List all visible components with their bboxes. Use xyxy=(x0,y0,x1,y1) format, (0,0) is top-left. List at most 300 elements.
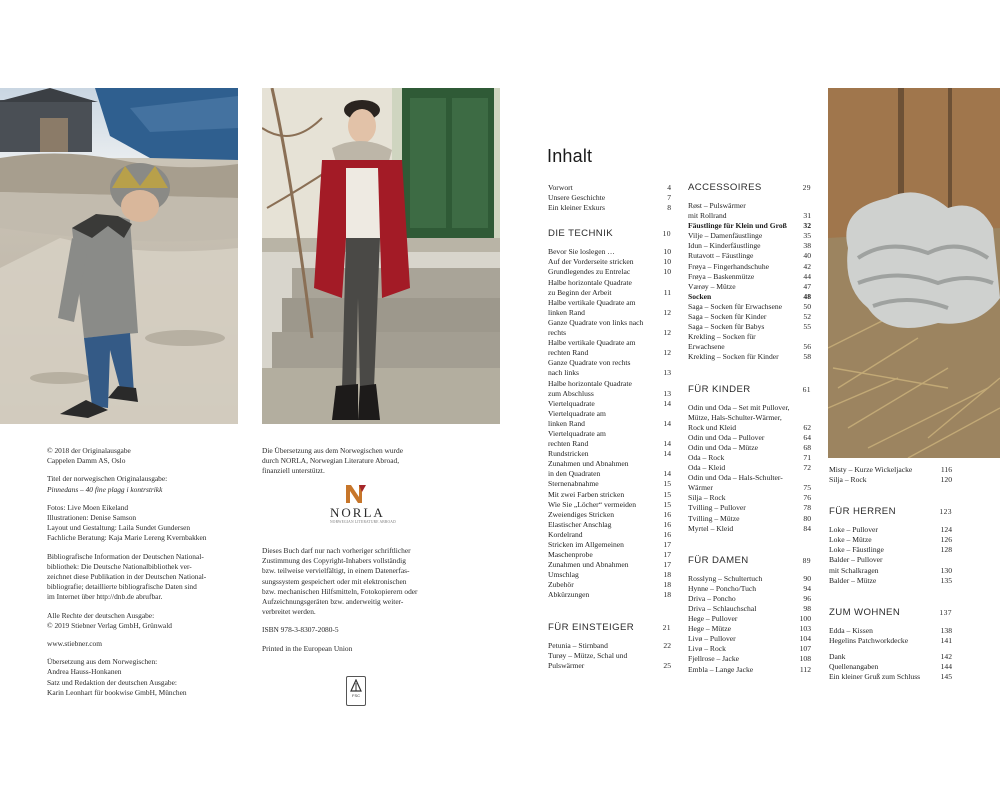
toc-page-number: 17 xyxy=(663,550,671,560)
toc-entry[interactable] xyxy=(548,530,671,540)
imprint-copyright-line: bzw. teilweise vervielfältigt, in einem Datenerfas- xyxy=(262,566,410,576)
toc-entry-title: Halbe horizontale Quadrate xyxy=(548,378,632,388)
toc-page-number: 56 xyxy=(803,342,811,352)
toc-entry[interactable] xyxy=(688,221,811,231)
toc-entry[interactable] xyxy=(548,308,671,318)
imprint-left xyxy=(47,446,206,698)
toc-page-number: 14 xyxy=(663,469,671,479)
toc-entry[interactable] xyxy=(688,403,811,413)
imprint-left-line: Cappelen Damm AS, Oslo xyxy=(47,456,126,466)
toc-entry-title: Fäustlinge für Klein und Groß xyxy=(688,221,787,231)
toc-page-number: 120 xyxy=(940,475,952,485)
toc-entry[interactable] xyxy=(688,493,811,503)
toc-page-number: 90 xyxy=(803,573,811,583)
toc-entry-title: Oda – Rock xyxy=(688,452,725,462)
toc-entry[interactable] xyxy=(548,641,671,651)
imprint-left-line: Satz und Redaktion der deutschen Ausgabe: xyxy=(47,677,177,687)
toc-page-number: 22 xyxy=(663,640,671,650)
toc-entry[interactable] xyxy=(688,634,811,644)
spacer xyxy=(47,544,206,552)
toc-page-number: 104 xyxy=(799,634,811,644)
toc-page-number: 10 xyxy=(663,267,671,277)
toc-page-number: 94 xyxy=(803,583,811,593)
toc-entry[interactable] xyxy=(548,348,671,358)
toc-entry-title: Turøy – Mütze, Schal und xyxy=(548,650,628,660)
toc-entry[interactable] xyxy=(688,231,811,241)
toc-page-number: 61 xyxy=(802,384,811,394)
toc-page-number: 71 xyxy=(803,452,811,462)
toc-entry[interactable] xyxy=(688,503,811,513)
toc-entry-title: rechts xyxy=(548,328,567,338)
toc-entry[interactable] xyxy=(688,342,811,352)
toc-entry[interactable] xyxy=(688,514,811,524)
toc-entry-title: Halbe vertikale Quadrate am xyxy=(548,297,636,307)
photo-child-by-water xyxy=(0,88,238,424)
toc-entry-title: Rock und Kleid xyxy=(688,422,737,432)
spacer xyxy=(262,636,418,644)
toc-entry-title: Frøya – Baskenmütze xyxy=(688,271,755,281)
toc-entry-title: Dank xyxy=(829,651,846,661)
toc-entry[interactable] xyxy=(548,379,671,389)
toc-entry-title: Rundstricken xyxy=(548,449,589,459)
toc-entry-title: in den Quadraten xyxy=(548,469,601,479)
toc-entry-title: Idun – Kinderfäustlinge xyxy=(688,241,761,251)
toc-entry-title: Frøya – Fingerhandschuhe xyxy=(688,261,769,271)
toc-page-number: 64 xyxy=(803,432,811,442)
toc-page-number: 103 xyxy=(799,624,811,634)
toc-entry[interactable] xyxy=(829,475,952,485)
toc-entry[interactable] xyxy=(548,368,671,378)
toc-entry[interactable] xyxy=(829,525,952,535)
toc-entry-title: linken Rand xyxy=(548,307,585,317)
toc-page-number: 14 xyxy=(663,449,671,459)
toc-entry[interactable] xyxy=(548,570,671,580)
toc-page-number: 58 xyxy=(803,352,811,362)
toc-entry[interactable] xyxy=(688,211,811,221)
imprint-left-line: bibliothek: Die Deutsche Nationalbibliothek ver- xyxy=(47,561,192,571)
toc-entry-title: Ganze Quadrate von rechts xyxy=(548,358,631,368)
toc-entry[interactable] xyxy=(548,183,671,193)
toc-page-number: 15 xyxy=(663,489,671,499)
toc-entry-title: Halbe vertikale Quadrate am xyxy=(548,338,636,348)
toc-entry[interactable] xyxy=(548,389,671,399)
toc-entry[interactable] xyxy=(548,247,671,257)
toc-entry[interactable] xyxy=(548,560,671,570)
toc-entry[interactable] xyxy=(829,662,952,672)
toc-entry-title: mit Schalkragen xyxy=(829,565,879,575)
toc-entry[interactable] xyxy=(548,278,671,288)
toc-entry[interactable] xyxy=(548,358,671,368)
imprint-left-line: Karin Leonhart für bookwise GmbH, München xyxy=(47,687,187,697)
toc-entry[interactable] xyxy=(829,535,952,545)
toc-entry-title: Maschenprobe xyxy=(548,550,593,560)
imprint-left-line: © 2018 der Originalausgabe xyxy=(47,446,131,455)
toc-entry-title: Tvilling – Pullover xyxy=(688,503,746,513)
toc-entry-title: nach links xyxy=(548,368,580,378)
toc-entry[interactable] xyxy=(688,262,811,272)
toc-entry-title: Grundlegendes zu Entrelac xyxy=(548,267,631,277)
toc-entry[interactable] xyxy=(548,469,671,479)
toc-page-number: 12 xyxy=(663,348,671,358)
toc-entry-title: Mit zwei Farben stricken xyxy=(548,489,625,499)
photo-mitten-on-grass xyxy=(828,88,1000,458)
toc-page-number: 123 xyxy=(939,507,952,517)
toc-entry[interactable] xyxy=(688,524,811,534)
toc-page-number: 75 xyxy=(803,483,811,493)
imprint-left-line: Alle Rechte der deutschen Ausgabe: xyxy=(47,610,155,620)
toc-entry[interactable] xyxy=(548,429,671,439)
toc-page-number: 42 xyxy=(803,261,811,271)
toc-entry-title: Zunahmen und Abnahmen xyxy=(548,459,629,469)
fsc-logo-icon xyxy=(346,676,366,706)
spacer xyxy=(47,631,206,639)
toc-entry-title: Livø – Rock xyxy=(688,644,726,654)
toc-entry[interactable] xyxy=(688,322,811,332)
toc-entry-title: Myrtel – Kleid xyxy=(688,523,734,533)
toc-page-number: 10 xyxy=(663,247,671,257)
toc-entry-title: Pulswärmer xyxy=(548,660,585,670)
toc-entry-title: Wie Sie „Löcher“ vermeiden xyxy=(548,499,637,509)
imprint-left-line: Titel der norwegischen Originalausgabe: xyxy=(47,474,168,484)
toc-entry[interactable] xyxy=(548,661,671,671)
toc-entry-title: Misty – Kurze Wickeljacke xyxy=(829,465,913,474)
toc-entry[interactable] xyxy=(688,292,811,302)
toc-entry[interactable] xyxy=(688,241,811,251)
toc-entry-title: Saga – Socken für Babys xyxy=(688,322,765,332)
toc-page-number: 4 xyxy=(667,183,671,192)
toc-entry-title: Viertelquadrate am xyxy=(548,408,606,418)
toc-entry-title: Loke – Fäustlinge xyxy=(829,545,884,555)
toc-entry-title: Røst – Pulswärmer xyxy=(688,201,746,210)
toc-entry[interactable] xyxy=(688,302,811,312)
toc-entry-title: Zweiendiges Stricken xyxy=(548,509,615,519)
toc-page-number: 29 xyxy=(802,183,811,192)
toc-entry[interactable] xyxy=(548,550,671,560)
toc-entry[interactable] xyxy=(548,288,671,298)
toc-page-number: 68 xyxy=(803,442,811,452)
imprint-left-line: Andrea Hauss-Honkanen xyxy=(47,667,122,677)
toc-entry-title: Odin und Oda – Pullover xyxy=(688,432,765,442)
toc-entry[interactable] xyxy=(688,413,811,423)
toc-section-heading[interactable] xyxy=(688,554,811,568)
toc-entry-title: Ein kleiner Exkurs xyxy=(548,203,605,213)
toc-entry[interactable] xyxy=(688,594,811,604)
toc-entry-title: Bevor Sie loslegen … xyxy=(548,247,615,257)
toc-page-number: 47 xyxy=(803,281,811,291)
toc-entry[interactable] xyxy=(688,665,811,675)
toc-entry-title: Saga – Socken für Kinder xyxy=(688,312,767,322)
imprint-left-line: Fachliche Beratung: Kaja Marie Lereng Kvernbakken xyxy=(47,533,207,543)
toc-spacer xyxy=(829,485,952,505)
toc-entry[interactable] xyxy=(688,282,811,292)
toc-entry[interactable] xyxy=(548,449,671,459)
toc-page-number: 25 xyxy=(663,660,671,670)
imprint-copyright-line: ISBN 978-3-8307-2080-5 xyxy=(262,625,339,635)
toc-entry-title: Balder – Mütze xyxy=(829,575,877,585)
toc-page-number: 116 xyxy=(940,465,952,474)
toc-entry-title: Unsere Geschichte xyxy=(548,193,606,203)
toc-page-number: 98 xyxy=(803,604,811,613)
toc-entry-title: Odin und Oda – Set mit Pullover, xyxy=(688,402,790,412)
toc-page-number: 100 xyxy=(799,614,811,624)
toc-entry-title: Umschlag xyxy=(548,570,579,580)
toc-entry-title: Driva – Schlauchschal xyxy=(688,604,757,613)
toc-entry[interactable] xyxy=(688,352,811,362)
toc-entry-title: Hegelins Patchworkdecke xyxy=(829,635,909,645)
toc-entry-title: Vilje – Damenfäustlinge xyxy=(688,231,763,241)
toc-entry-title: Livø – Pullover xyxy=(688,634,736,644)
toc-entry-title: Quellenangaben xyxy=(829,662,879,672)
norla-logo-subtitle: NORWEGIAN LITERATURE ABROAD xyxy=(330,520,396,524)
toc-page-number: 96 xyxy=(803,593,811,603)
toc-page-number: 145 xyxy=(940,672,952,682)
imprint-left-line: © 2019 Stiebner Verlag GmbH, Grünwald xyxy=(47,620,172,630)
imprint-left-line: bibliografie; detaillierte bibliografische Daten sind xyxy=(47,582,197,592)
toc-entry[interactable] xyxy=(829,555,952,565)
toc-entry[interactable] xyxy=(688,584,811,594)
toc-page-number: 16 xyxy=(663,509,671,519)
toc-page-number: 138 xyxy=(940,625,952,635)
toc-section-heading[interactable] xyxy=(688,383,811,397)
toc-entry[interactable] xyxy=(548,257,671,267)
toc-page-number: 84 xyxy=(803,523,811,533)
toc-section-heading[interactable] xyxy=(829,606,952,620)
toc-entry[interactable] xyxy=(688,604,811,614)
toc-page-number: 18 xyxy=(663,570,671,580)
toc-entry-title: Oda – Kleid xyxy=(688,463,726,473)
imprint-left-line: Übersetzung aus dem Norwegischen: xyxy=(47,657,158,667)
toc-page-number: 76 xyxy=(803,493,811,503)
toc-entry[interactable] xyxy=(688,483,811,493)
toc-page-number: 11 xyxy=(663,287,671,297)
toc-entry[interactable] xyxy=(548,479,671,489)
toc-entry[interactable] xyxy=(548,580,671,590)
toc-entry-title: Værøy – Mütze xyxy=(688,281,736,291)
toc-page-number: 126 xyxy=(940,535,952,545)
toc-page-number: 17 xyxy=(663,560,671,570)
toc-entry[interactable] xyxy=(548,328,671,338)
toc-entry[interactable] xyxy=(829,652,952,662)
toc-entry-title: Ganze Quadrate von links nach xyxy=(548,317,644,327)
toc-entry-title: Erwachsene xyxy=(688,342,725,352)
toc-page-number: 13 xyxy=(663,388,671,398)
toc-entry[interactable] xyxy=(548,419,671,429)
imprint-norla-note xyxy=(262,446,403,477)
toc-page-number: 130 xyxy=(940,565,952,575)
toc-entry[interactable] xyxy=(548,338,671,348)
toc-entry[interactable] xyxy=(688,463,811,473)
imprint-left-line: Bibliografische Information der Deutschen National- xyxy=(47,551,204,561)
toc-page-number: 16 xyxy=(663,519,671,529)
toc-entry-title: Krekling – Socken für Kinder xyxy=(688,352,779,362)
toc-page-number: 16 xyxy=(663,529,671,539)
toc-entry[interactable] xyxy=(688,644,811,654)
toc-page-number: 142 xyxy=(940,651,952,661)
toc-page-number: 48 xyxy=(803,291,811,301)
toc-page-number: 135 xyxy=(940,575,952,585)
toc-section-heading[interactable] xyxy=(548,621,671,635)
toc-entry-title: Fjellrose – Jacke xyxy=(688,654,740,664)
toc-entry[interactable] xyxy=(548,439,671,449)
toc-entry-title: rechten Rand xyxy=(548,348,589,358)
toc-page-number: 32 xyxy=(803,221,811,231)
toc-page-number: 15 xyxy=(663,499,671,509)
toc-entry[interactable] xyxy=(829,636,952,646)
toc-entry[interactable] xyxy=(829,576,952,586)
toc-entry[interactable] xyxy=(829,545,952,555)
toc-entry[interactable] xyxy=(829,672,952,682)
toc-spacer xyxy=(829,586,952,606)
toc-entry-title: Odin und Oda – Hals-Schulter- xyxy=(688,473,783,483)
toc-entry[interactable] xyxy=(688,272,811,282)
toc-entry[interactable] xyxy=(548,203,671,213)
toc-entry-title: Wärmer xyxy=(688,483,713,493)
toc-entry-title: Saga – Socken für Erwachsene xyxy=(688,301,783,311)
toc-section-heading[interactable] xyxy=(688,181,811,195)
toc-entry-title: Elastischer Anschlag xyxy=(548,519,612,529)
toc-entry-title: Hege – Pullover xyxy=(688,614,738,624)
toc-entry[interactable] xyxy=(829,626,952,636)
imprint-copyright-line: sungssystem gespeichert oder mit elektronischen xyxy=(262,576,407,586)
toc-entry[interactable] xyxy=(548,540,671,550)
imprint-copyright-line: Dieses Buch darf nur nach vorheriger schriftlicher xyxy=(262,546,411,555)
toc-title: Inhalt xyxy=(547,146,593,166)
imprint-left-line: Illustrationen: Denise Samson xyxy=(47,513,137,523)
norla-logo-text: NORLA xyxy=(330,505,385,520)
toc-page-number: 12 xyxy=(663,307,671,317)
toc-entry[interactable] xyxy=(548,399,671,409)
toc-entry-title: Socken xyxy=(688,291,712,301)
toc-entry-title: Viertelquadrate xyxy=(548,398,595,408)
toc-entry-title: Petunia – Stirnband xyxy=(548,640,608,650)
imprint-left-line: Layout und Gestaltung: Laila Sundet Gundersen xyxy=(47,523,191,533)
toc-entry[interactable] xyxy=(548,520,671,530)
toc-section-label: FÜR EINSTEIGER xyxy=(548,621,635,633)
imprint-copyright-line: Printed in the European Union xyxy=(262,643,353,653)
toc-entry[interactable] xyxy=(688,201,811,211)
imprint-copyright-line: Zustimmung des Copyright-Inhabers vollständig xyxy=(262,556,406,566)
toc-entry-title: Ein kleiner Gruß zum Schluss xyxy=(829,672,921,682)
toc-entry-title: Auf der Vorderseite stricken xyxy=(548,257,634,267)
toc-page-number: 38 xyxy=(803,241,811,251)
toc-entry[interactable] xyxy=(688,453,811,463)
imprint-copyright-line: Aufzeichnungsgeräten bzw. anderweitig weiter- xyxy=(262,597,404,607)
toc-entry[interactable] xyxy=(829,566,952,576)
imprint-copyright-line: bzw. mechanischen Hilfsmitteln, Fotokopierern oder xyxy=(262,586,418,596)
toc-section-heading[interactable] xyxy=(548,227,671,241)
spacer xyxy=(47,649,206,657)
toc-page-number: 108 xyxy=(799,654,811,664)
toc-page-number: 144 xyxy=(940,662,952,672)
toc-page-number: 40 xyxy=(803,251,811,261)
toc-entry-title: rechten Rand xyxy=(548,439,589,449)
toc-page-number: 112 xyxy=(799,664,811,674)
imprint-left-line: zeichnet diese Publikation in der Deutschen National- xyxy=(47,572,207,582)
toc-entry-title: Krekling – Socken für xyxy=(688,332,756,342)
toc-entry[interactable] xyxy=(548,318,671,328)
toc-entry-title: Loke – Mütze xyxy=(829,535,872,545)
toc-entry[interactable] xyxy=(548,651,671,661)
toc-entry-title: Loke – Pullover xyxy=(829,525,878,535)
toc-entry[interactable] xyxy=(548,193,671,203)
toc-entry-title: Embla – Lange Jacke xyxy=(688,664,754,674)
toc-section-label: FÜR DAMEN xyxy=(688,554,749,566)
toc-entry[interactable] xyxy=(688,654,811,664)
toc-entry[interactable] xyxy=(548,500,671,510)
toc-page-number: 72 xyxy=(803,463,811,473)
imprint-left-line: Fotos: Live Moen Eikeland xyxy=(47,502,129,512)
toc-entry-title: Rutavott – Fäustlinge xyxy=(688,251,754,261)
toc-page-number: 7 xyxy=(667,193,671,203)
toc-entry[interactable] xyxy=(688,614,811,624)
toc-entry-title: zum Abschluss xyxy=(548,388,594,398)
toc-entry[interactable] xyxy=(548,490,671,500)
toc-entry-title: Rosslyng – Schultertuch xyxy=(688,573,763,583)
toc-entry[interactable] xyxy=(548,267,671,277)
toc-entry-title: Zubehör xyxy=(548,580,574,590)
toc-page-number: 17 xyxy=(663,540,671,549)
toc-entry[interactable] xyxy=(688,251,811,261)
toc-entry-title: mit Rollrand xyxy=(688,211,727,221)
toc-page-number: 62 xyxy=(803,422,811,432)
toc-section-label: FÜR KINDER xyxy=(688,383,751,395)
toc-entry[interactable] xyxy=(688,332,811,342)
spacer xyxy=(47,466,206,474)
toc-entry[interactable] xyxy=(548,409,671,419)
toc-entry[interactable] xyxy=(548,459,671,469)
toc-page-number: 89 xyxy=(802,555,811,565)
toc-page-number: 137 xyxy=(939,607,952,617)
toc-entry[interactable] xyxy=(688,574,811,584)
photo-woman-on-stairs xyxy=(262,88,500,424)
toc-entry[interactable] xyxy=(829,465,952,475)
toc-entry[interactable] xyxy=(688,433,811,443)
norla-logo-icon xyxy=(345,484,367,504)
spacer xyxy=(262,617,418,625)
toc-entry[interactable] xyxy=(548,510,671,520)
toc-entry[interactable] xyxy=(688,624,811,634)
imprint-left-line: www.stiebner.com xyxy=(47,639,102,649)
toc-page-number: 21 xyxy=(662,622,671,632)
toc-entry-title: Mütze, Hals-Schulter-Wärmer, xyxy=(688,412,782,422)
imprint-norla-line: finanziell unterstützt. xyxy=(262,466,325,476)
toc-section-heading[interactable] xyxy=(829,505,952,519)
toc-entry-title: Silja – Rock xyxy=(829,475,867,485)
toc-page-number: 10 xyxy=(662,229,671,239)
toc-page-number: 12 xyxy=(663,328,671,338)
toc-entry[interactable] xyxy=(548,298,671,308)
toc-entry[interactable] xyxy=(688,312,811,322)
spacer xyxy=(47,603,206,611)
imprint-norla-line: durch NORLA, Norwegian Literature Abroad, xyxy=(262,456,400,466)
toc-page-number: 80 xyxy=(803,513,811,523)
toc-page-number: 14 xyxy=(663,418,671,428)
toc-entry-title: zu Beginn der Arbeit xyxy=(548,287,612,297)
toc-page-number: 14 xyxy=(663,439,671,449)
toc-entry[interactable] xyxy=(688,423,811,433)
toc-page-number: 55 xyxy=(803,322,811,332)
toc-page-number: 52 xyxy=(803,312,811,322)
toc-spacer xyxy=(548,601,671,621)
toc-page-number: 141 xyxy=(940,635,952,645)
toc-page-number: 8 xyxy=(667,203,671,213)
toc-spacer xyxy=(548,213,671,227)
toc-entry-title: linken Rand xyxy=(548,418,585,428)
toc-entry[interactable] xyxy=(688,473,811,483)
toc-entry-title: Silja – Rock xyxy=(688,493,726,503)
toc-entry[interactable] xyxy=(548,590,671,600)
toc-entry[interactable] xyxy=(688,443,811,453)
